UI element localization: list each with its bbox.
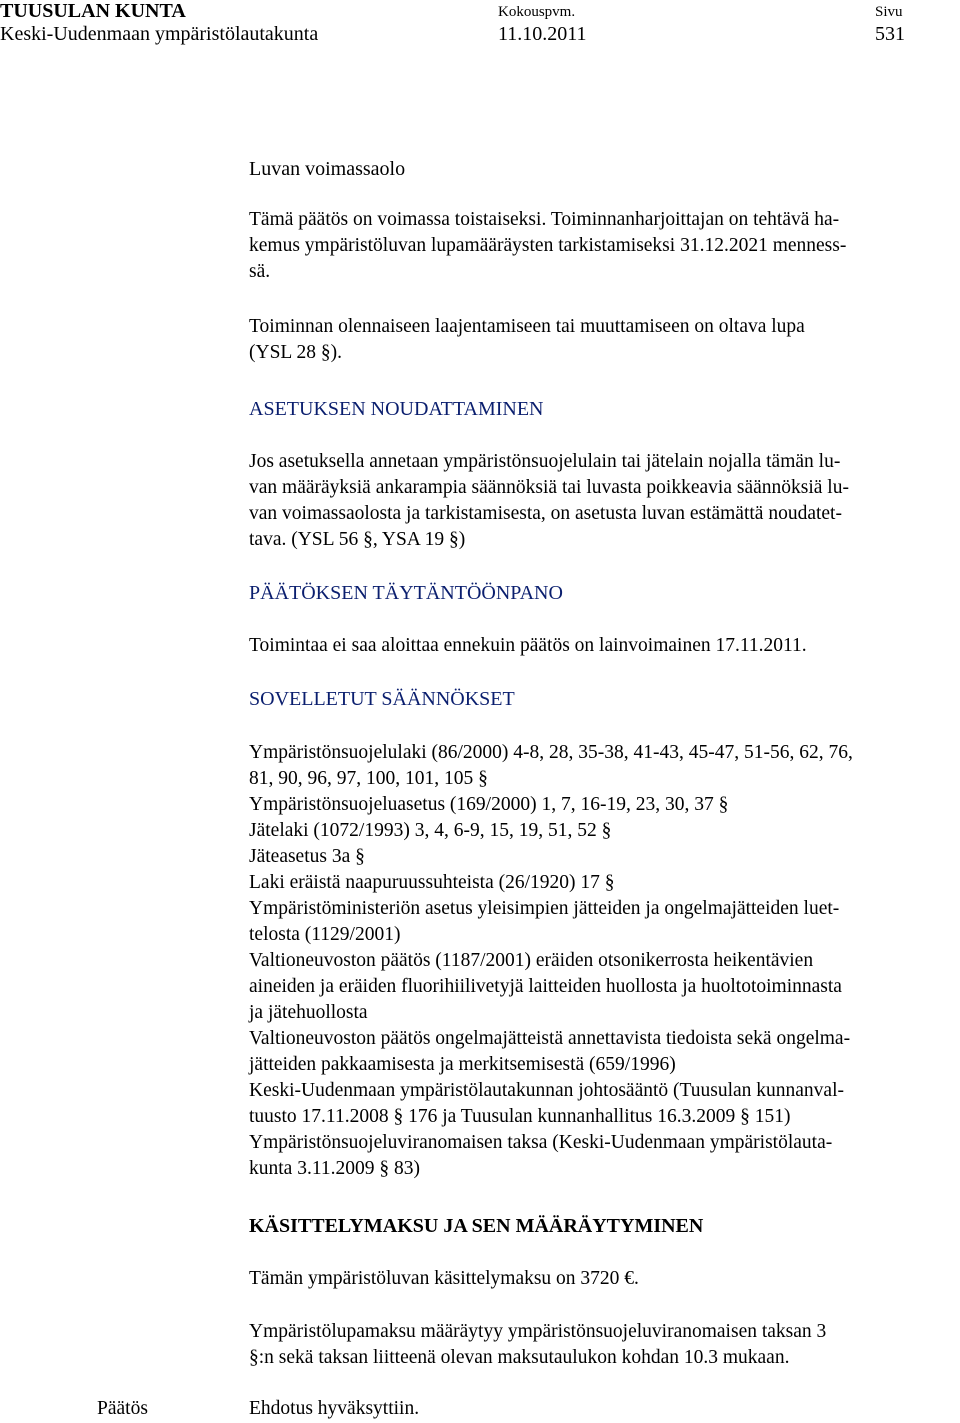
fee-heading: KÄSITTELYMAKSU JA SEN MÄÄRÄYTYMINEN (249, 1215, 704, 1237)
validity-paragraph-1 (249, 207, 959, 285)
regulation-heading: ASETUKSEN NOUDATTAMINEN (249, 398, 544, 420)
meeting-date: 11.10.2011 (498, 23, 587, 45)
provision-line: Ympäristönsuojelulaki (86/2000) 4-8, 28, 35-38, 41-43, 45-47, 51-56, 62, 76, (249, 742, 853, 763)
org-name: TUUSULAN KUNTA (0, 0, 186, 22)
text-line: sä. (249, 261, 271, 282)
regulation-paragraph (249, 449, 959, 553)
provision-line: Jäteasetus 3a § (249, 846, 365, 867)
text-line: Jos asetuksella annetaan ympäristönsuojelulain tai jätelain nojalla tämän lu- (249, 451, 841, 472)
text-line: van voimassaolosta ja tarkistamisesta, on asetusta luvan estämättä noudatet- (249, 503, 842, 524)
validity-paragraph-2 (249, 314, 959, 366)
enforcement-heading: PÄÄTÖKSEN TÄYTÄNTÖÖNPANO (249, 582, 563, 604)
provision-line: kunta 3.11.2009 § 83) (249, 1158, 420, 1179)
provision-line: Ympäristönsuojeluasetus (169/2000) 1, 7, 16-19, 23, 30, 37 § (249, 794, 729, 815)
provision-line: Valtioneuvoston päätös ongelmajätteistä annettavista tiedoista sekä ongelma- (249, 1028, 851, 1049)
provisions-heading: SOVELLETUT SÄÄNNÖKSET (249, 688, 515, 710)
fee-paragraph-1: Tämän ympäristöluvan käsittelymaksu on 3720 €. (249, 1268, 639, 1289)
provision-line: Keski-Uudenmaan ympäristölautakunnan johtosääntö (Tuusulan kunnanval- (249, 1080, 844, 1101)
provision-line: 81, 90, 96, 97, 100, 101, 105 § (249, 768, 488, 789)
committee-name: Keski-Uudenmaan ympäristölautakunta (0, 23, 319, 45)
provision-line: Valtioneuvoston päätös (1187/2001) eräiden otsonikerrosta heikentävien (249, 950, 814, 971)
meeting-date-label: Kokouspvm. (498, 4, 576, 20)
page-label: Sivu (875, 4, 903, 20)
text-line: van määräyksiä ankarampia säännöksiä tai luvasta poikkeavia säännöksiä lu- (249, 477, 849, 498)
provision-line: Ympäristönsuojeluviranomaisen taksa (Keski-Uudenmaan ympäristölauta- (249, 1132, 833, 1153)
provision-line: ja jätehuollosta (249, 1002, 368, 1023)
text-line: tava. (YSL 56 §, YSA 19 §) (249, 529, 466, 550)
text-line: §:n sekä taksan liitteenä olevan maksutaulukon kohdan 10.3 mukaan. (249, 1347, 790, 1368)
provision-line: tuusto 17.11.2008 § 176 ja Tuusulan kunnanhallitus 16.3.2009 § 151) (249, 1106, 791, 1127)
text-line: Tämä päätös on voimassa toistaiseksi. Toiminnanharjoittajan on tehtävä ha- (249, 209, 840, 230)
provision-line: jätteiden pakkaamisesta ja merkitsemisestä (659/1996) (249, 1054, 676, 1075)
validity-heading: Luvan voimassaolo (249, 158, 406, 180)
provision-line: Ympäristöministeriön asetus yleisimpien jätteiden ja ongelmajätteiden luet- (249, 898, 840, 919)
decision-text: Ehdotus hyväksyttiin. (249, 1398, 420, 1419)
provision-line: aineiden ja eräiden fluorihiilivetyjä laitteiden huollosta ja huoltotoiminnasta (249, 976, 842, 997)
provision-line: Laki eräistä naapuruussuhteista (26/1920) 17 § (249, 872, 615, 893)
enforcement-paragraph: Toimintaa ei saa aloittaa ennekuin päätös on lainvoimainen 17.11.2011. (249, 635, 807, 656)
text-line: kemus ympäristöluvan lupamääräysten tarkistamiseksi 31.12.2021 menness- (249, 235, 847, 256)
text-line: (YSL 28 §). (249, 342, 342, 363)
page-number: 531 (875, 23, 905, 45)
decision-label: Päätös (97, 1398, 148, 1419)
text-line: Toiminnan olennaiseen laajentamiseen tai muuttamiseen on oltava lupa (249, 316, 805, 337)
provision-line: telosta (1129/2001) (249, 924, 401, 945)
fee-paragraph-2 (249, 1319, 959, 1371)
text-line: Ympäristölupamaksu määräytyy ympäristönsuojeluviranomaisen taksan 3 (249, 1321, 827, 1342)
provisions-list (249, 740, 959, 1182)
provision-line: Jätelaki (1072/1993) 3, 4, 6-9, 15, 19, 51, 52 § (249, 820, 612, 841)
